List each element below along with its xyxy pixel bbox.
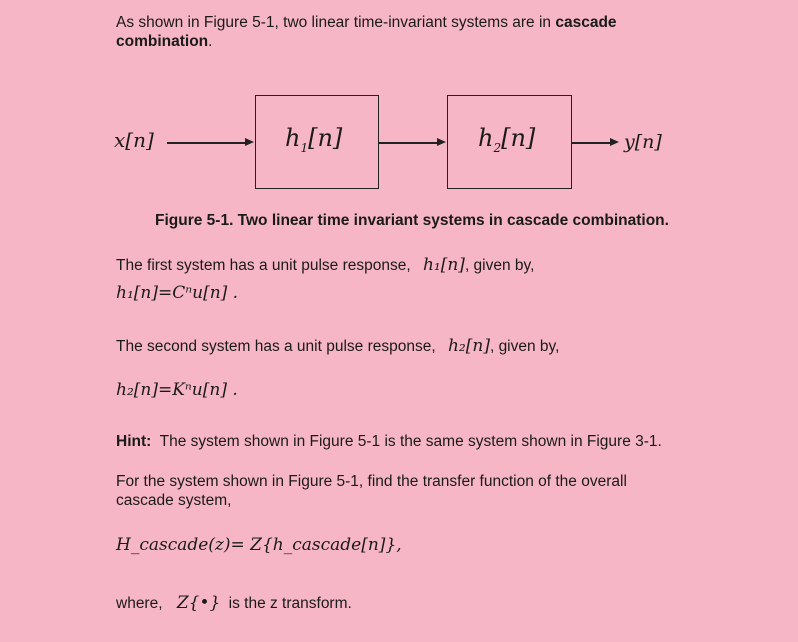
input-arrow-head: [245, 138, 254, 146]
second-system-paragraph: [116, 337, 559, 356]
first-system-ref: h₁[n]: [422, 255, 465, 275]
where-label: where,: [116, 595, 163, 612]
input-signal-label: x[n]: [114, 128, 154, 152]
intro-bold-combination: combination: [116, 33, 209, 50]
where-text: is the z transform.: [228, 595, 352, 612]
second-system-ref: h₂[n]: [447, 336, 490, 356]
hint-text: The system shown in Figure 5-1 is the same system shown in Figure 3-1.: [159, 433, 662, 450]
task-line2: cascade system,: [116, 492, 232, 509]
intro-paragraph: As shown in Figure 5-1, two linear time-invariant systems are in cascade combination.: [116, 14, 617, 50]
z-transform-symbol: Z{•}: [176, 593, 221, 613]
first-system-equation: h₁[n]=Cⁿu[n] .: [116, 283, 239, 303]
first-system-paragraph: [116, 256, 534, 275]
task-paragraph: [116, 472, 627, 510]
hint-label: Hint:: [116, 433, 152, 450]
middle-arrow-head: [437, 138, 446, 146]
figure-caption: Figure 5-1. Two linear time invariant systems in cascade combination.: [155, 212, 669, 229]
output-signal-label: y[n]: [624, 131, 662, 153]
system-box-h2-label: $h_2[n]$: [478, 124, 536, 155]
hint-paragraph: [116, 432, 662, 451]
system-box-h1-label: $h_1[n]$: [285, 124, 343, 155]
task-line1: For the system shown in Figure 5-1, find the transfer function of the overall: [116, 473, 627, 490]
input-arrow-line: [167, 142, 247, 144]
middle-arrow-line: [379, 142, 439, 144]
first-system-tail: , given by,: [464, 257, 535, 274]
where-paragraph: [116, 594, 352, 613]
cascade-transfer-equation: H_cascade(z)= Z{h_cascade[n]},: [116, 535, 402, 555]
second-system-equation: h₂[n]=Kⁿu[n] .: [116, 380, 238, 400]
output-arrow-line: [572, 142, 612, 144]
output-arrow-head: [610, 138, 619, 146]
intro-bold-cascade: cascade: [555, 14, 617, 31]
second-system-text: The second system has a unit pulse response,: [116, 338, 436, 355]
first-system-text: The first system has a unit pulse response,: [116, 257, 411, 274]
intro-text: As shown in Figure 5-1, two linear time-invariant systems are in: [116, 14, 556, 31]
second-system-tail: , given by,: [489, 338, 560, 355]
